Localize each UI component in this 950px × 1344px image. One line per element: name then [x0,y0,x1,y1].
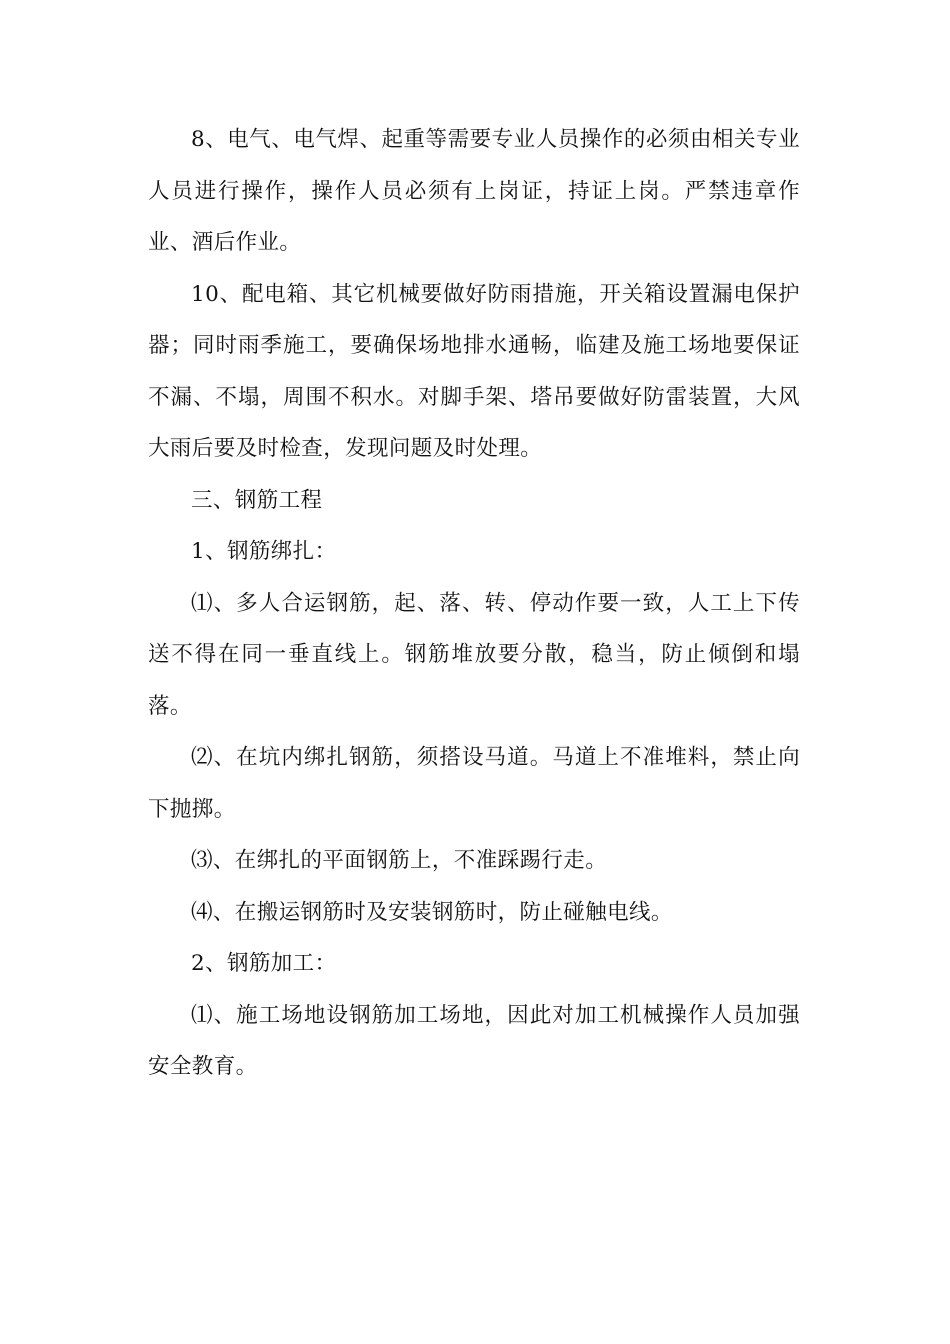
paragraph-binding-4: ⑷、在搬运钢筋时及安装钢筋时，防止碰触电线。 [191,899,673,925]
subsection-heading-binding: 1、钢筋绑扎： [191,539,337,564]
paragraph-binding-3: ⑶、在绑扎的平面钢筋上，不准踩踢行走。 [191,848,608,873]
document-body [148,114,800,1093]
paragraph-binding-2: ⑵、在坑内绑扎钢筋，须搭设马道。马道上不准堆料，禁止向下抛掷。 [148,745,800,822]
paragraph-item-8: 8、电气、电气焊、起重等需要专业人员操作的必须由相关专业人员进行操作，操作人员必须有上岗证，持证上岗。严禁违章作业、酒后作业。 [148,127,800,255]
subsection-heading-processing: 2、钢筋加工： [191,951,337,976]
paragraph-processing-1: ⑴、施工场地设钢筋加工场地，因此对加工机械操作人员加强安全教育。 [148,1002,800,1079]
paragraph-item-10: 10、配电箱、其它机械要做好防雨措施，开关箱设置漏电保护器；同时雨季施工，要确保场地排水通畅，临建及施工场地要保证不漏、不塌，周围不积水。对脚手架、塔吊要做好防雷装置，大风大雨后要及时检查，发现问题及时处理。 [148,281,800,461]
section-heading-rebar: 三、钢筋工程 [191,487,323,513]
paragraph-binding-1: ⑴、多人合运钢筋，起、落、转、停动作要一致，人工上下传送不得在同一垂直线上。钢筋堆放要分散，稳当，防止倾倒和塌落。 [148,590,800,719]
